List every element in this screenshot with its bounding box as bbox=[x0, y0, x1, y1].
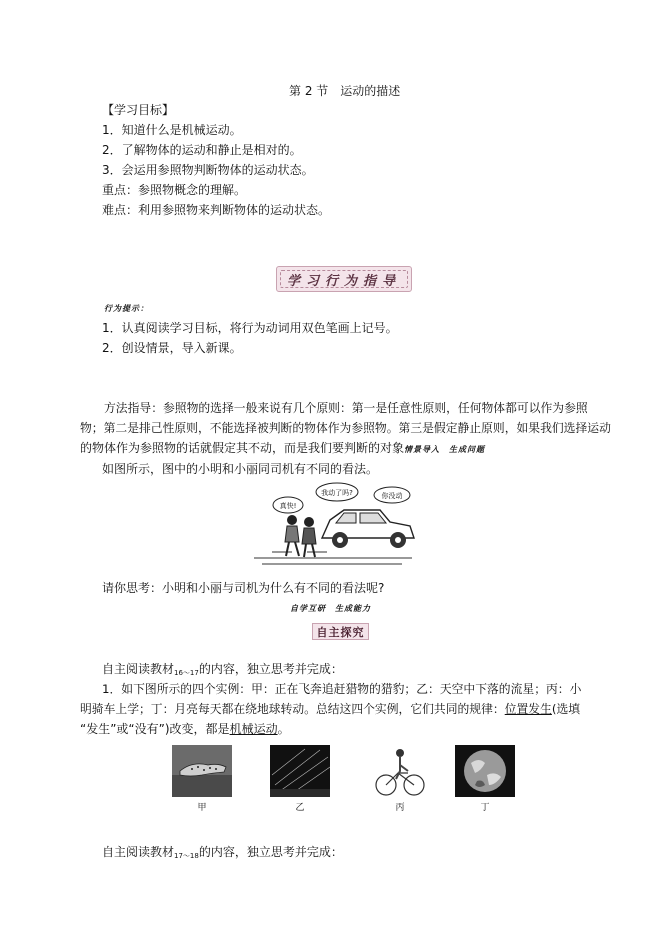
bubble-left-text: 真快! bbox=[279, 502, 297, 510]
photo-caption: 丙 bbox=[395, 803, 405, 813]
read-instruction-1: 自主阅读教材$_{16\sim 17}$的内容，独立思考并完成： bbox=[102, 662, 343, 677]
behavior-heading: 行为提示： bbox=[104, 304, 149, 313]
method-line: 物；第二是排己性原则，不能选择被判断的物体作为参照物。第三是假定静止原则，如果我们选择运动 bbox=[80, 421, 611, 435]
page-title: 第 2 节 运动的描述 bbox=[289, 84, 401, 98]
cheetah-photo bbox=[172, 745, 232, 797]
method-line: 如图所示，图中的小明和小丽同司机有不同的看法。 bbox=[102, 462, 379, 476]
think-question: 请你思考：小明和小丽与司机为什么有不同的看法呢? bbox=[102, 581, 385, 595]
cyclist-photo bbox=[370, 745, 430, 797]
earth-photo bbox=[455, 745, 515, 797]
method-line: 的物体作为参照物的话就假定其不动，而是我们要判断的对象情景导入 生成问题 bbox=[80, 441, 486, 455]
behavior-item: 2．创设情景，导入新课。 bbox=[102, 341, 242, 355]
question-1-line: 明骑车上学；丁：月亮每天都在绕地球转动。总结这四个实例，它们共同的规律：位置发生(选填 bbox=[80, 702, 581, 716]
photo-caption: 甲 bbox=[197, 803, 207, 813]
bubble-middle-text: 我动了吗? bbox=[321, 489, 353, 497]
objectives-heading: 【学习目标】 bbox=[102, 103, 175, 117]
question-1-line: 1．如下图所示的四个实例：甲：正在飞奔追赶猎物的猎豹；乙：天空中下落的流星；丙：小 bbox=[102, 682, 582, 696]
question-1-line: “发生”或“没有”)改变，都是机械运动。 bbox=[80, 722, 290, 736]
objective-item: 1．知道什么是机械运动。 bbox=[102, 123, 242, 137]
method-line: 方法指导：参照物的选择一般来说有几个原则：第一是任意性原则，任何物体都可以作为参照 bbox=[104, 401, 588, 415]
difficulty-point: 难点：利用参照物来判断物体的运动状态。 bbox=[102, 203, 331, 217]
self-study-subtitle: 自学互研 生成能力 bbox=[290, 604, 371, 613]
meteor-photo bbox=[270, 745, 330, 797]
objective-item: 2．了解物体的运动和静止是相对的。 bbox=[102, 143, 302, 157]
key-point: 重点：参照物概念的理解。 bbox=[102, 183, 247, 197]
photo-caption: 丁 bbox=[480, 803, 490, 813]
street-scene-illustration bbox=[252, 480, 417, 570]
read-instruction-2: 自主阅读教材$_{17\sim 18}$的内容，独立思考并完成： bbox=[102, 845, 343, 860]
behavior-item: 1．认真阅读学习目标，将行为动词用双色笔画上记号。 bbox=[102, 321, 398, 335]
section-banner bbox=[276, 266, 412, 292]
objective-item: 3．会运用参照物判断物体的运动状态。 bbox=[102, 163, 314, 177]
answer-blank-2: 机械运动 bbox=[229, 722, 278, 736]
section-banner-label: 学习行为指导 bbox=[286, 273, 401, 289]
photo-caption: 乙 bbox=[295, 803, 305, 813]
self-study-box: 自主探究 bbox=[312, 623, 369, 640]
answer-blank-1: 位置发生 bbox=[504, 702, 552, 716]
bubble-right-text: 你没动 bbox=[381, 492, 403, 500]
